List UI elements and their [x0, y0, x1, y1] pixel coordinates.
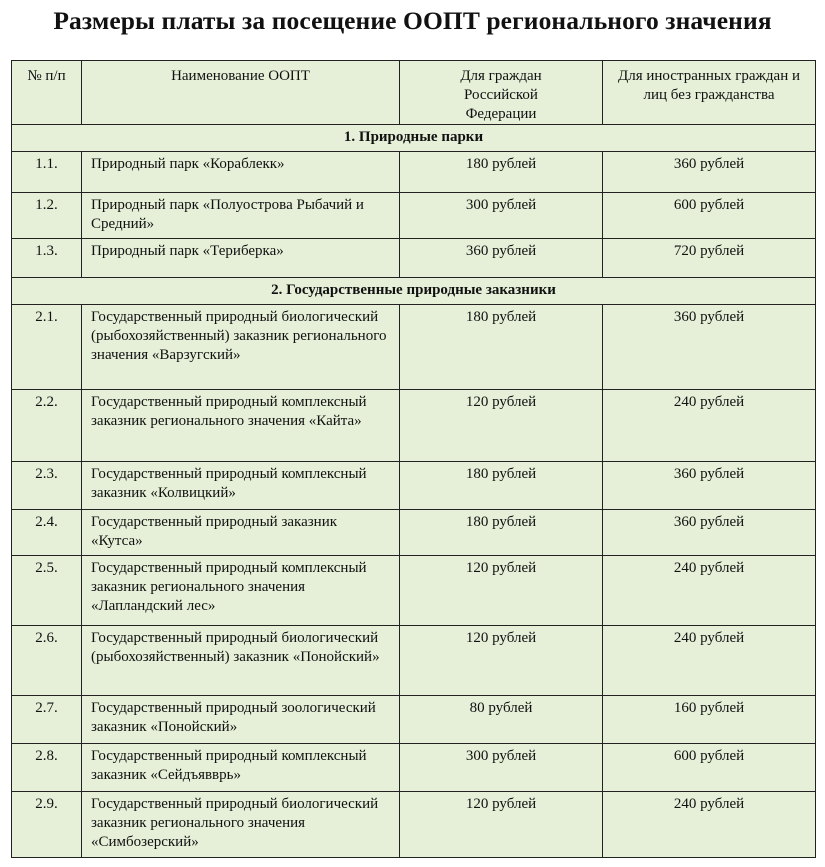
table-row: [12, 462, 816, 510]
fee-foreign: 160 рублей: [603, 696, 816, 744]
row-number: 1.3.: [12, 239, 82, 278]
fee-foreign: 600 рублей: [603, 744, 816, 792]
table-header-row: [12, 61, 816, 125]
area-name: Государственный природный зоологический заказник «Понойский»: [82, 696, 400, 744]
fee-foreign: 720 рублей: [603, 239, 816, 278]
table-row: [12, 510, 816, 556]
area-name: Государственный природный комплексный заказник «Сейдъявврь»: [82, 744, 400, 792]
area-name: Государственный природный комплексный заказник регионального значения «Лапландский лес»: [82, 556, 400, 626]
fee-foreign: 360 рублей: [603, 152, 816, 193]
fee-rf: 360 рублей: [400, 239, 603, 278]
fee-foreign: 240 рублей: [603, 792, 816, 858]
header-num: № п/п: [12, 61, 82, 125]
table-row: [12, 193, 816, 239]
fee-rf: 120 рублей: [400, 390, 603, 462]
row-number: 2.6.: [12, 626, 82, 696]
fee-table: [11, 60, 816, 858]
row-number: 1.1.: [12, 152, 82, 193]
row-number: 2.2.: [12, 390, 82, 462]
fee-rf: 180 рублей: [400, 510, 603, 556]
area-name: Государственный природный заказник «Кутса»: [82, 510, 400, 556]
table-row: [12, 305, 816, 390]
header-foreign-citizens: Для иностранных граждан и лиц без гражданства: [603, 61, 816, 125]
fee-rf: 180 рублей: [400, 462, 603, 510]
area-name: Природный парк «Полуострова Рыбачий и Средний»: [82, 193, 400, 239]
table-row: [12, 390, 816, 462]
fee-rf: 120 рублей: [400, 556, 603, 626]
fee-foreign: 360 рублей: [603, 462, 816, 510]
table-row: [12, 239, 816, 278]
fee-foreign: 240 рублей: [603, 626, 816, 696]
area-name: Государственный природный комплексный заказник регионального значения «Кайта»: [82, 390, 400, 462]
section-title: 1. Природные парки: [12, 125, 816, 152]
fee-rf: 300 рублей: [400, 193, 603, 239]
fee-rf: 300 рублей: [400, 744, 603, 792]
header-name: Наименование ООПТ: [82, 61, 400, 125]
area-name: Государственный природный биологический (рыбохозяйственный) заказник регионального значения «Варзугский»: [82, 305, 400, 390]
fee-rf: 120 рублей: [400, 792, 603, 858]
section-row: [12, 278, 816, 305]
fee-foreign: 360 рублей: [603, 510, 816, 556]
page-title: Размеры платы за посещение ООПТ регионального значения: [53, 6, 772, 35]
table-row: [12, 626, 816, 696]
area-name: Природный парк «Териберка»: [82, 239, 400, 278]
fee-foreign: 600 рублей: [603, 193, 816, 239]
table-row: [12, 744, 816, 792]
row-number: 2.8.: [12, 744, 82, 792]
header-rf-citizens: Для граждан Российской Федерации: [400, 61, 603, 125]
area-name: Государственный природный комплексный заказник «Колвицкий»: [82, 462, 400, 510]
fee-foreign: 360 рублей: [603, 305, 816, 390]
fee-rf: 80 рублей: [400, 696, 603, 744]
table-row: [12, 792, 816, 858]
fee-rf: 180 рублей: [400, 152, 603, 193]
table-row: [12, 696, 816, 744]
row-number: 2.3.: [12, 462, 82, 510]
area-name: Государственный природный биологический заказник регионального значения «Симбозерский»: [82, 792, 400, 858]
fee-foreign: 240 рублей: [603, 390, 816, 462]
fee-rf: 180 рублей: [400, 305, 603, 390]
row-number: 2.5.: [12, 556, 82, 626]
section-title: 2. Государственные природные заказники: [12, 278, 816, 305]
row-number: 2.4.: [12, 510, 82, 556]
fee-foreign: 240 рублей: [603, 556, 816, 626]
area-name: Природный парк «Кораблекк»: [82, 152, 400, 193]
row-number: 1.2.: [12, 193, 82, 239]
table-row: [12, 152, 816, 193]
fee-rf: 120 рублей: [400, 626, 603, 696]
row-number: 2.9.: [12, 792, 82, 858]
area-name: Государственный природный биологический (рыбохозяйственный) заказник «Понойский»: [82, 626, 400, 696]
table-row: [12, 556, 816, 626]
row-number: 2.1.: [12, 305, 82, 390]
row-number: 2.7.: [12, 696, 82, 744]
section-row: [12, 125, 816, 152]
